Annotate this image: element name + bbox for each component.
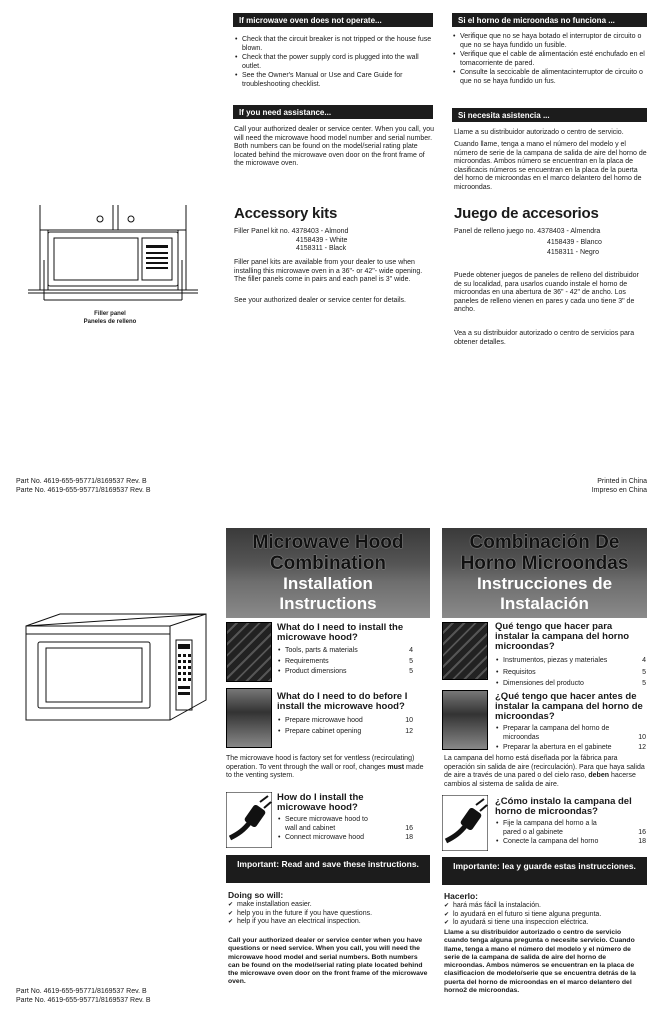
list-item: [277, 728, 413, 737]
kit-line: Filler Panel kit no. 4378403 - Almond: [234, 228, 349, 235]
plug-icon: [442, 795, 488, 851]
list-item: [495, 725, 646, 742]
toc-page: 4: [642, 657, 646, 664]
toc-page: 5: [642, 668, 646, 676]
doing-so-en: [228, 890, 428, 927]
list-item: [277, 834, 413, 843]
diagram-label-en: Filler panel: [94, 311, 126, 317]
q2-list-es: [495, 725, 646, 754]
q3-list-en: [277, 816, 413, 844]
not-operate-header-en: If microwave oven does not operate...: [233, 13, 433, 27]
part-no-es: Parte No. 4619-655-95771/8169537 Rev. B: [16, 486, 151, 494]
vent-note-text: La campana del horno está diseñada por la fábrica para operación sin salida de aire (recirculación). Para que haya salida de aire a través de una pared o del cielo raso,: [444, 755, 645, 780]
q3-title-en: How do I install the microwave hood?: [277, 792, 364, 813]
tools-image: [226, 622, 272, 682]
kit-line: 4158311 - Negro: [547, 249, 600, 257]
kit-line: 4158439 - White: [296, 236, 348, 244]
call-note-es: Llame a su distribuidor autorizado o centro de servicio cuando tenga alguna pregunta o necesite servicio. Cuando llame, tenga a mano el número del modelo y el número de serie de la campana de salida de aire del horno de microondas. Ambos números se encuentran en la placa de clasificacion de modelo/serie que se encuentra detrás de la puerta del horno de microondas en el marco delantero del horno2 de microondas.: [444, 929, 636, 994]
assistance-header-es: Si necesita asistencia ...: [452, 108, 647, 122]
important-banner-es: Importante: lea y guarde estas instrucciones.: [442, 857, 647, 885]
list-item: ✔ help if you have an electrical inspection.: [228, 918, 428, 927]
list-item: [277, 647, 413, 656]
toc-page: 4: [409, 647, 413, 654]
q1-list-en: [277, 647, 413, 678]
accessory-title-en: Accessory kits: [234, 205, 338, 222]
kit-line: 4158311 - Black: [296, 245, 347, 253]
title-line: Instalación: [500, 594, 589, 613]
tools-image: [442, 622, 488, 680]
accessory-title-es: Juego de accesorios: [454, 205, 599, 222]
not-operate-header-es: Si el horno de microondas no funciona ...: [452, 13, 647, 27]
not-operate-list-en: [234, 36, 434, 90]
vent-note-bold: must: [387, 763, 405, 771]
title-line: Combinación De: [469, 532, 620, 553]
microwave-hood-illustration: [20, 612, 208, 724]
toc-label: • Preparar la abertura en el gabinete: [503, 744, 612, 752]
toc-page: 5: [409, 668, 413, 676]
filler-panel-label: [60, 310, 160, 326]
title-panel-es: [442, 528, 647, 618]
toc-label: • Requisitos: [503, 668, 536, 676]
toc-page: 10: [405, 717, 413, 724]
vent-note-text: hacerse cambios al sistema de salida de aire.: [444, 772, 636, 788]
toc-label: • Requirements: [285, 657, 329, 665]
not-operate-list-es: [452, 33, 647, 87]
q3-title-es: ¿Cómo instalo la campana del horno de microondas?: [495, 796, 632, 817]
list-item: [495, 669, 646, 678]
list-item: [495, 657, 646, 666]
q2-title-es: ¿Qué tengo que hacer antes de instalar la campana del horno de microondas?: [495, 691, 643, 722]
cabinet-image: [226, 688, 272, 748]
diagram-label-es: Paneles de relleno: [83, 319, 137, 325]
vent-note-es: [444, 755, 647, 789]
accessory-kits-en: [234, 228, 434, 254]
q2-title-en: What do I need to do before I install the microwave hood?: [277, 691, 408, 712]
accessory-body1-en: Filler panel kits are available from your dealer to use when installing this microwave oven in a 36"- or 42"- wide opening. The filler panels come in pairs and each panel is 3" wide.: [234, 259, 423, 284]
part-no-es: Parte No. 4619-655-95771/8169537 Rev. B: [16, 996, 151, 1004]
q1-title-en: What do I need to install the microwave hood?: [277, 622, 404, 643]
part-number-top: [16, 478, 151, 495]
list-item: [495, 680, 646, 689]
list-item: • Consulte la seccicable de alimentacinterruptor de circuito o que no se haya fundido un fus.: [452, 69, 647, 86]
doing-so-es: [444, 891, 647, 928]
list-item: ✔ lo ayudará en el futuro si tiene alguna pregunta.: [444, 911, 647, 920]
title-line: Instructions: [279, 594, 377, 613]
toc-page: 5: [642, 680, 646, 688]
toc-page: 16: [638, 828, 646, 836]
toc-label: • Fije la campana del horno a la pared o al gabinete: [503, 820, 597, 836]
q1-title-es: Qué tengo que hacer para instalar la campana del horno microondas?: [495, 621, 630, 652]
list-item: [277, 658, 413, 667]
list-item: [495, 744, 646, 753]
doing-title: Hacerlo:: [444, 891, 479, 901]
vent-note-text: The microwave hood is factory set for ventless (recirculating) operation. To vent through the wall or roof, changes: [226, 755, 415, 771]
list-item: [277, 717, 413, 726]
toc-page: 18: [638, 838, 646, 846]
filler-panel-diagram: [28, 205, 198, 315]
vent-note-text: made to the venting system.: [226, 763, 424, 780]
toc-page: 18: [405, 834, 413, 842]
title-panel-en: [226, 528, 430, 618]
vent-note-en: [226, 755, 426, 781]
toc-page: 16: [405, 824, 413, 832]
list-item: [277, 668, 413, 677]
title-line: Installation: [283, 574, 373, 593]
q3-list-es: [495, 820, 646, 848]
title-line: Horno Microondas: [460, 553, 629, 574]
printed-es: Impreso en China: [591, 486, 647, 494]
plug-icon: [226, 792, 272, 848]
accessory-body1-es: Puede obtener juegos de paneles de relleno del distribuidor de su localidad, para usarlos cuando instale el horno de microondas en una abertura de 36" - 42" de ancho. Los paneles de relleno vienen en pares y cada uno tiene 3" de ancho.: [454, 272, 639, 314]
toc-page: 12: [405, 727, 413, 735]
toc-label: • Tools, parts & materials: [285, 647, 358, 654]
list-item: ✔ make installation easier.: [228, 901, 428, 910]
title-line: Instrucciones de: [476, 574, 613, 593]
list-item: [277, 816, 413, 833]
list-item: • Check that the power supply cord is plugged into the wall outlet.: [234, 54, 434, 71]
assistance-header-en: If you need assistance...: [233, 105, 433, 119]
accessory-kits-es: [454, 228, 647, 258]
q2-list-en: [277, 717, 413, 737]
doing-title: Doing so will:: [228, 890, 284, 900]
toc-label: • Prepare cabinet opening: [285, 727, 362, 735]
list-item: [495, 820, 646, 837]
toc-label: • Instrumentos, piezas y materiales: [503, 657, 608, 664]
doing-list: [444, 902, 647, 928]
list-item: • Check that the circuit breaker is not tripped or the house fuse blown.: [234, 36, 434, 53]
part-no-en: Part No. 4619-655-95771/8169537 Rev. B: [16, 478, 147, 485]
list-item: • See the Owner's Manual or Use and Care Guide for troubleshooting checklist.: [234, 72, 434, 89]
printed-en: Printed in China: [597, 478, 647, 485]
list-item: ✔ lo ayudará si tiene una inspeccion eléctrica.: [444, 919, 647, 928]
toc-label: • Preparar la campana del horno de microondas: [503, 725, 610, 741]
toc-label: • Dimensiones del producto: [503, 680, 584, 688]
kit-line: 4158439 - Blanco: [547, 238, 602, 246]
doing-list: [228, 901, 428, 927]
toc-label: • Prepare microwave hood: [285, 717, 363, 724]
title-line: Combination: [269, 553, 387, 574]
toc-label: • Secure microwave hood to wall and cabinet: [285, 816, 368, 832]
kit-line: Panel de relleno juego no. 4378403 - Almendra: [454, 228, 601, 235]
vent-note-bold: deben: [588, 772, 609, 780]
q1-list-es: [495, 657, 646, 690]
toc-page: 12: [638, 744, 646, 752]
accessory-body2-es: Vea a su distribuidor autorizado o centro de servicios para obtener detalles.: [454, 330, 635, 346]
call-note-en: Call your authorized dealer or service center when you have questions or need service. When you call, you will need the microwave hood model and serial numbers. Both numbers can be found on the model/serial rating plate located behind the microwave oven door on the front frame of the microwave oven.: [228, 937, 428, 986]
assistance-body1-es: Llame a su distribuidor autorizado o centro de servicio.: [454, 129, 624, 136]
assistance-body-en: Call your authorized dealer or service center. When you call, you will need the microwave hood model number and serial number. Both numbers can be found on the model/serial rating plate located behind the microwave oven door on the front frame of the microwave oven.: [234, 126, 434, 168]
list-item: • Verifique que el cable de alimentación esté enchufado en el tomacorriente de pared.: [452, 51, 647, 68]
assistance-body2-es: Cuando llame, tenga a mano el número del modelo y el número de serie de la campana de salida de aire del horno de microondas. Ambos número se encuentran en la placa de clasificacis números se encuentran en la placa de la puerta del horno de microondas en el marco delantero del horno de microondas.: [454, 141, 647, 191]
toc-label: • Connect microwave hood: [285, 834, 364, 842]
toc-page: 5: [409, 657, 413, 665]
printed-in: [592, 478, 647, 495]
part-no-en: Part No. 4619-655-95771/8169537 Rev. B: [16, 988, 147, 995]
part-number-bottom: [16, 988, 151, 1005]
important-banner-en: Important: Read and save these instructions.: [226, 855, 430, 883]
accessory-body2-en: See your authorized dealer or service center for details.: [234, 297, 406, 304]
cabinet-image: [442, 690, 488, 750]
list-item: [495, 838, 646, 847]
title-line: Microwave Hood: [252, 532, 404, 553]
list-item: ✔ help you in the future if you have questions.: [228, 910, 428, 919]
toc-label: • Product dimensions: [285, 668, 347, 676]
toc-label: • Conecte la campana del horno: [503, 838, 599, 846]
list-item: ✔ hará más fácil la instalación.: [444, 902, 647, 911]
toc-page: 10: [638, 733, 646, 741]
list-item: • Verifique que no se haya botado el interruptor de circuito o que no se haya fundido un fusible.: [452, 33, 647, 50]
